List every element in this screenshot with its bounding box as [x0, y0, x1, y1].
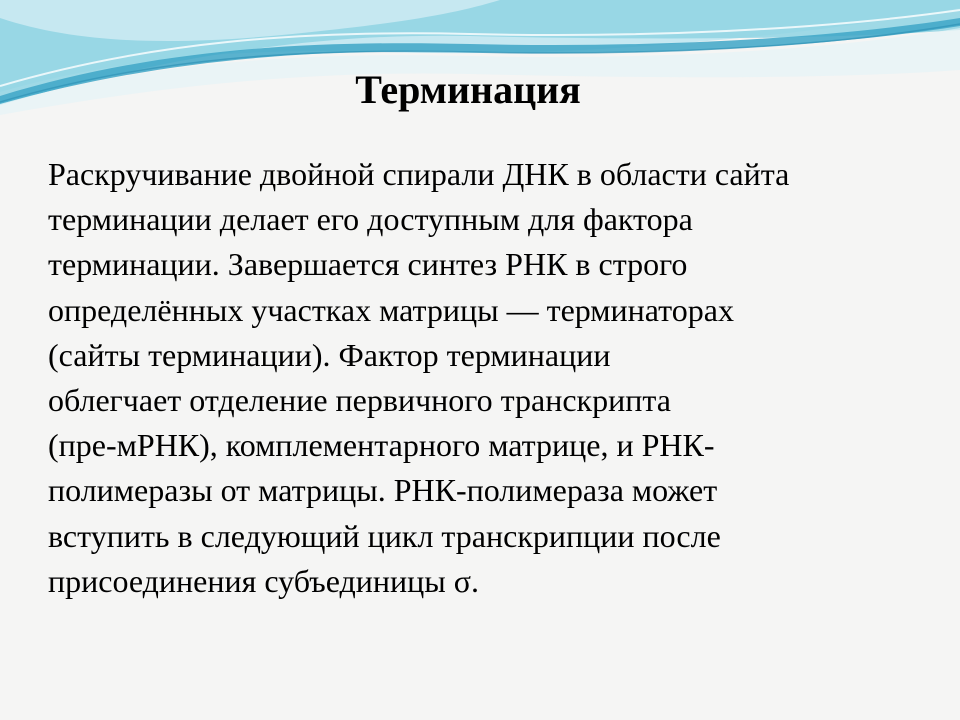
body-line: (сайты терминации). Фактор терминации: [48, 336, 611, 373]
body-line: Раскручивание двойной спирали ДНК в области сайта: [48, 156, 790, 192]
body-line: определённых участках матрицы — терминаторах: [48, 291, 734, 328]
body-line: облегчает отделение первичного транскрипта: [48, 382, 671, 419]
body-line: вступить в следующий цикл транскрипции после: [48, 517, 721, 554]
body-line: полимеразы от матрицы. РНК-полимераза может: [48, 472, 718, 509]
body-line: терминации делает его доступным для фактора: [48, 201, 693, 238]
slide-body-text: [48, 152, 898, 604]
body-line: присоединения субъединицы σ.: [48, 562, 480, 599]
body-line: терминации. Завершается синтез РНК в строго: [48, 246, 688, 283]
slide-title: Терминация: [355, 67, 581, 112]
body-line: (пре-мРНК), комплементарного матрице, и РНК-: [48, 427, 715, 464]
